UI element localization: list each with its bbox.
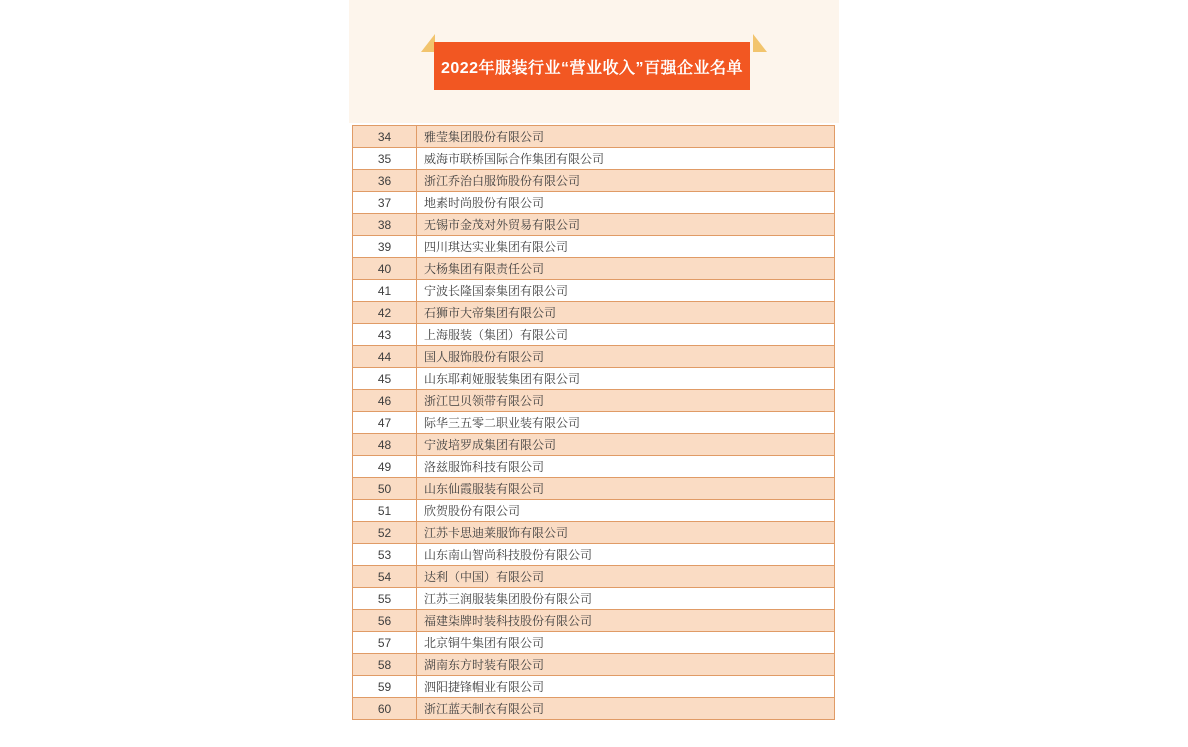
rank-cell: 45 — [353, 368, 417, 390]
table-row — [353, 258, 835, 280]
table-row — [353, 478, 835, 500]
rank-cell: 47 — [353, 412, 417, 434]
rank-cell: 49 — [353, 456, 417, 478]
table-row — [353, 676, 835, 698]
company-cell: 大杨集团有限责任公司 — [417, 258, 835, 280]
table-row — [353, 346, 835, 368]
company-cell: 北京铜牛集团有限公司 — [417, 632, 835, 654]
rank-cell: 52 — [353, 522, 417, 544]
table-row — [353, 214, 835, 236]
rank-cell: 35 — [353, 148, 417, 170]
company-cell: 国人服饰股份有限公司 — [417, 346, 835, 368]
rank-cell: 59 — [353, 676, 417, 698]
header-band — [349, 0, 839, 123]
company-cell: 湖南东方时装有限公司 — [417, 654, 835, 676]
rank-cell: 53 — [353, 544, 417, 566]
rank-cell: 55 — [353, 588, 417, 610]
company-cell: 欣贺股份有限公司 — [417, 500, 835, 522]
table-row — [353, 390, 835, 412]
company-cell: 洛兹服饰科技有限公司 — [417, 456, 835, 478]
table-row — [353, 412, 835, 434]
table-row — [353, 126, 835, 148]
table-row — [353, 434, 835, 456]
table-row — [353, 632, 835, 654]
company-cell: 达利（中国）有限公司 — [417, 566, 835, 588]
rank-cell: 51 — [353, 500, 417, 522]
table-row — [353, 544, 835, 566]
company-cell: 浙江蓝天制衣有限公司 — [417, 698, 835, 720]
company-cell: 江苏卡思迪莱服饰有限公司 — [417, 522, 835, 544]
company-cell: 宁波培罗成集团有限公司 — [417, 434, 835, 456]
company-cell: 地素时尚股份有限公司 — [417, 192, 835, 214]
rank-cell: 60 — [353, 698, 417, 720]
company-cell: 浙江巴贝领带有限公司 — [417, 390, 835, 412]
company-cell: 石狮市大帝集团有限公司 — [417, 302, 835, 324]
table-row — [353, 302, 835, 324]
rank-cell: 40 — [353, 258, 417, 280]
rank-cell: 44 — [353, 346, 417, 368]
company-cell: 上海服装（集团）有限公司 — [417, 324, 835, 346]
table-row — [353, 698, 835, 720]
company-cell: 浙江乔治白服饰股份有限公司 — [417, 170, 835, 192]
ribbon-fold-left-icon — [421, 34, 435, 52]
table-row — [353, 368, 835, 390]
ribbon-fold-right-icon — [753, 34, 767, 52]
rank-cell: 54 — [353, 566, 417, 588]
rank-cell: 48 — [353, 434, 417, 456]
table-row — [353, 170, 835, 192]
article-content-column — [349, 0, 839, 747]
rank-cell: 46 — [353, 390, 417, 412]
company-cell: 际华三五零二职业装有限公司 — [417, 412, 835, 434]
company-cell: 山东南山智尚科技股份有限公司 — [417, 544, 835, 566]
company-cell: 雅莹集团股份有限公司 — [417, 126, 835, 148]
rank-cell: 43 — [353, 324, 417, 346]
ranking-table — [352, 125, 835, 720]
table-row — [353, 654, 835, 676]
rank-cell: 50 — [353, 478, 417, 500]
company-cell: 江苏三润服装集团股份有限公司 — [417, 588, 835, 610]
rank-cell: 42 — [353, 302, 417, 324]
table-row — [353, 324, 835, 346]
rank-cell: 41 — [353, 280, 417, 302]
company-cell: 宁波长隆国泰集团有限公司 — [417, 280, 835, 302]
company-cell: 四川琪达实业集团有限公司 — [417, 236, 835, 258]
rank-cell: 39 — [353, 236, 417, 258]
company-cell: 山东仙霞服装有限公司 — [417, 478, 835, 500]
table-row — [353, 588, 835, 610]
rank-cell: 56 — [353, 610, 417, 632]
rank-cell: 58 — [353, 654, 417, 676]
table-row — [353, 148, 835, 170]
banner-title: 2022年服装行业“营业收入”百强企业名单 — [434, 42, 750, 90]
company-cell: 福建柒牌时装科技股份有限公司 — [417, 610, 835, 632]
company-cell: 山东耶莉娅服装集团有限公司 — [417, 368, 835, 390]
rank-cell: 34 — [353, 126, 417, 148]
rank-cell: 38 — [353, 214, 417, 236]
table-row — [353, 192, 835, 214]
table-row — [353, 566, 835, 588]
company-cell: 泗阳捷锋帽业有限公司 — [417, 676, 835, 698]
table-row — [353, 456, 835, 478]
rank-cell: 37 — [353, 192, 417, 214]
table-row — [353, 280, 835, 302]
company-cell: 无锡市金茂对外贸易有限公司 — [417, 214, 835, 236]
rank-cell: 36 — [353, 170, 417, 192]
ranking-table-wrap — [352, 125, 835, 720]
table-row — [353, 610, 835, 632]
rank-cell: 57 — [353, 632, 417, 654]
table-row — [353, 500, 835, 522]
table-row — [353, 522, 835, 544]
table-row — [353, 236, 835, 258]
company-cell: 威海市联桥国际合作集团有限公司 — [417, 148, 835, 170]
